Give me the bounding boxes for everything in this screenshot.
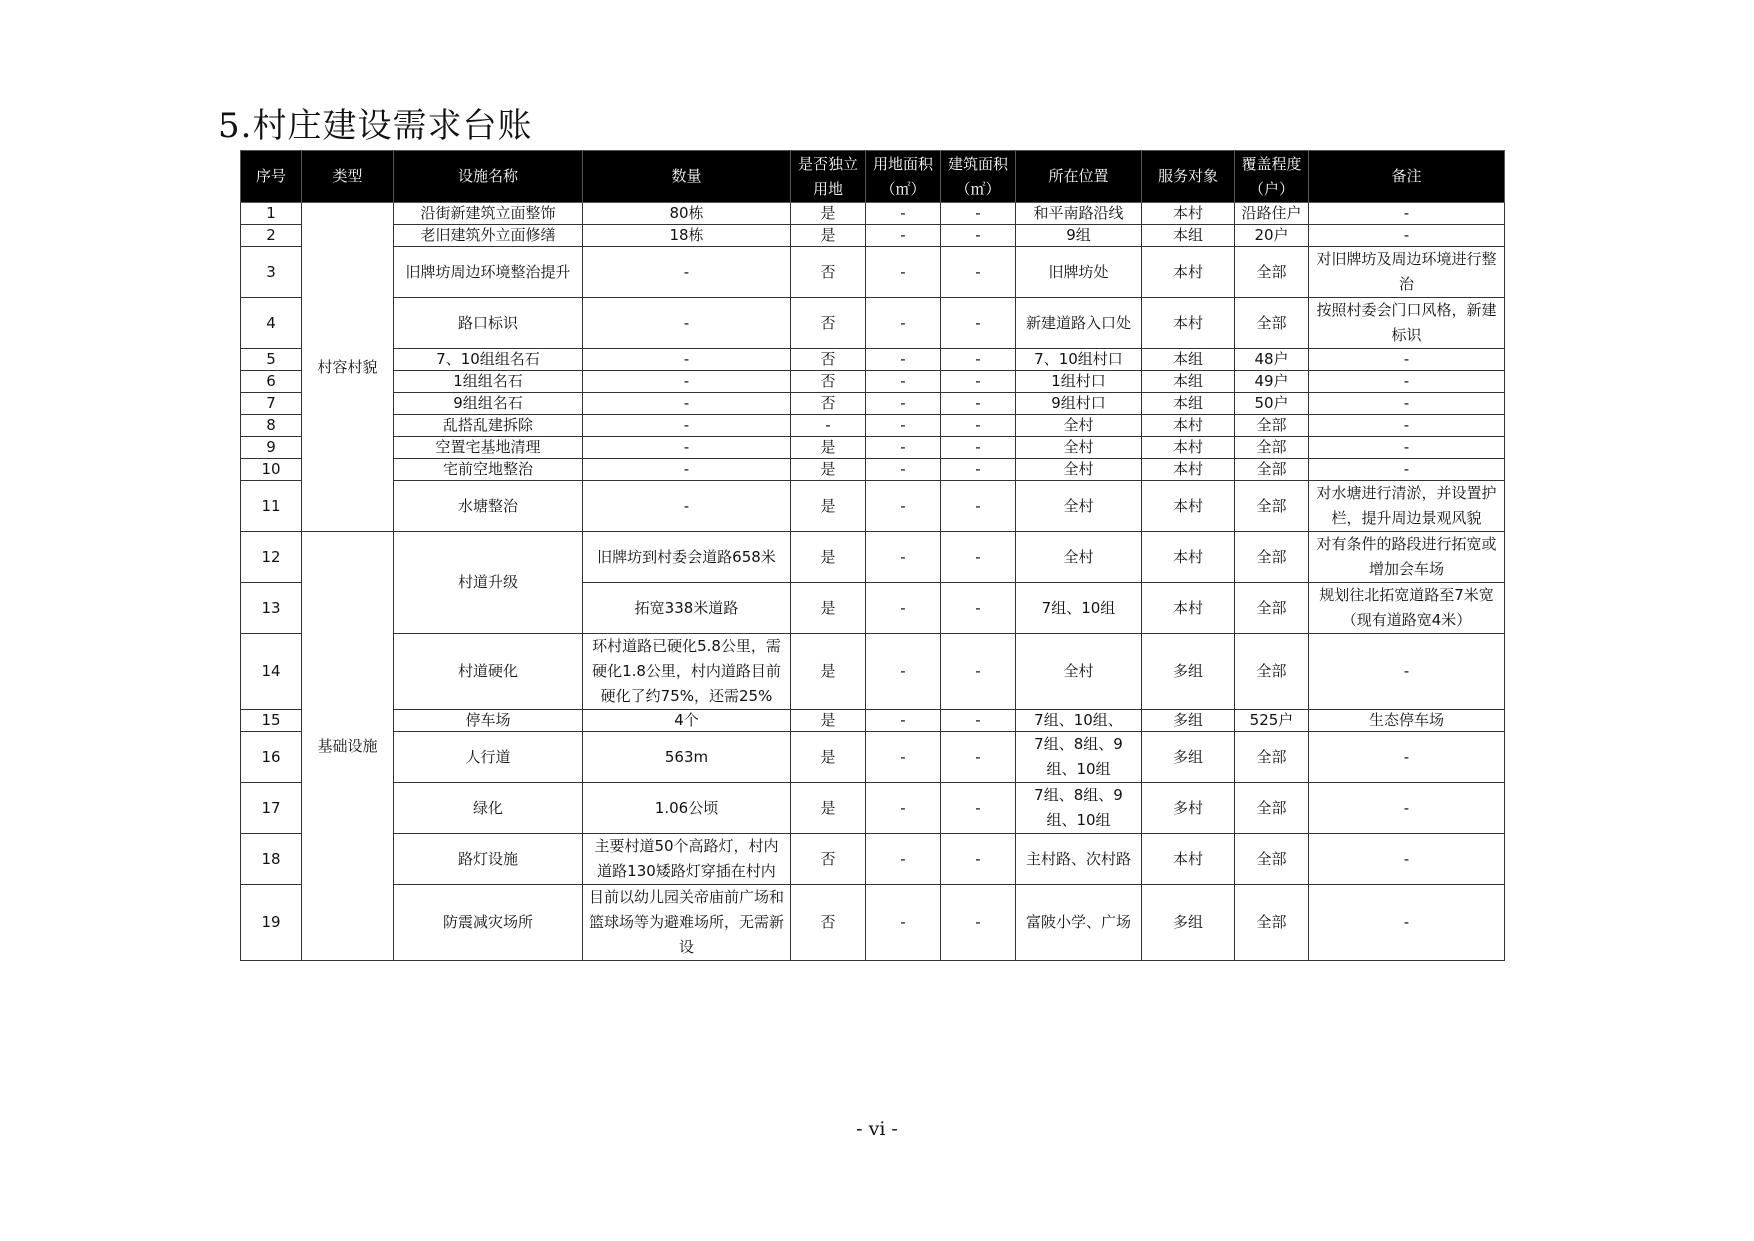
- cell-land-area: -: [866, 634, 941, 710]
- cell-qty: 拓宽338米道路: [583, 583, 791, 634]
- cell-name: 老旧建筑外立面修缮: [394, 225, 583, 247]
- cell-coverage: 全部: [1235, 437, 1309, 459]
- cell-location: 9组: [1016, 225, 1142, 247]
- cell-independent: 是: [791, 783, 866, 834]
- cell-land-area: -: [866, 415, 941, 437]
- cell-qty: 旧牌坊到村委会道路658米: [583, 532, 791, 583]
- cell-qty: -: [583, 371, 791, 393]
- cell-independent: 是: [791, 634, 866, 710]
- cell-name: 停车场: [394, 710, 583, 732]
- cell-service: 本村: [1142, 481, 1235, 532]
- cell-land-area: -: [866, 393, 941, 415]
- page-number: - vi -: [856, 1118, 898, 1140]
- cell-coverage: 全部: [1235, 459, 1309, 481]
- cell-coverage: 525户: [1235, 710, 1309, 732]
- cell-no: 17: [241, 783, 302, 834]
- table-row: [241, 634, 1505, 710]
- cell-build-area: -: [941, 634, 1016, 710]
- cell-note: -: [1309, 834, 1505, 885]
- cell-land-area: -: [866, 783, 941, 834]
- cell-independent: 是: [791, 532, 866, 583]
- cell-name: 水塘整治: [394, 481, 583, 532]
- cell-service: 本村: [1142, 415, 1235, 437]
- header-note: 备注: [1309, 151, 1505, 203]
- cell-note: -: [1309, 459, 1505, 481]
- cell-coverage: 50户: [1235, 393, 1309, 415]
- cell-no: 6: [241, 371, 302, 393]
- cell-no: 7: [241, 393, 302, 415]
- cell-independent: 是: [791, 583, 866, 634]
- cell-no: 10: [241, 459, 302, 481]
- cell-build-area: -: [941, 532, 1016, 583]
- table-header-row: [241, 151, 1505, 203]
- cell-coverage: 全部: [1235, 583, 1309, 634]
- cell-name: 村道硬化: [394, 634, 583, 710]
- cell-location: 新建道路入口处: [1016, 298, 1142, 349]
- cell-location: 7、10组村口: [1016, 349, 1142, 371]
- cell-note: -: [1309, 437, 1505, 459]
- cell-no: 11: [241, 481, 302, 532]
- cell-no: 8: [241, 415, 302, 437]
- cell-build-area: -: [941, 710, 1016, 732]
- cell-build-area: -: [941, 415, 1016, 437]
- cell-name: 沿街新建筑立面整饰: [394, 203, 583, 225]
- header-service: 服务对象: [1142, 151, 1235, 203]
- table-row: [241, 203, 1505, 225]
- cell-qty: 环村道路已硬化5.8公里，需硬化1.8公里，村内道路目前硬化了约75%，还需25%: [583, 634, 791, 710]
- cell-build-area: -: [941, 298, 1016, 349]
- cell-location: 全村: [1016, 459, 1142, 481]
- cell-no: 12: [241, 532, 302, 583]
- cell-land-area: -: [866, 710, 941, 732]
- demand-ledger-table: [240, 150, 1505, 961]
- cell-service: 本村: [1142, 247, 1235, 298]
- cell-qty: -: [583, 298, 791, 349]
- cell-no: 13: [241, 583, 302, 634]
- cell-type-group: 基础设施: [302, 532, 394, 961]
- cell-service: 本村: [1142, 298, 1235, 349]
- cell-build-area: -: [941, 783, 1016, 834]
- table-row: [241, 298, 1505, 349]
- cell-independent: -: [791, 415, 866, 437]
- cell-land-area: -: [866, 371, 941, 393]
- cell-coverage: 全部: [1235, 298, 1309, 349]
- cell-note: 规划往北拓宽道路至7米宽（现有道路宽4米）: [1309, 583, 1505, 634]
- cell-service: 多组: [1142, 710, 1235, 732]
- cell-name: 1组组名石: [394, 371, 583, 393]
- cell-build-area: -: [941, 437, 1016, 459]
- cell-note: -: [1309, 349, 1505, 371]
- cell-land-area: -: [866, 732, 941, 783]
- cell-location: 富陂小学、广场: [1016, 885, 1142, 961]
- cell-service: 本村: [1142, 203, 1235, 225]
- cell-independent: 是: [791, 437, 866, 459]
- cell-name: 防震减灾场所: [394, 885, 583, 961]
- cell-location: 全村: [1016, 532, 1142, 583]
- cell-qty: 80栋: [583, 203, 791, 225]
- cell-build-area: -: [941, 732, 1016, 783]
- cell-qty: 主要村道50个高路灯，村内道路130矮路灯穿插在村内: [583, 834, 791, 885]
- cell-independent: 否: [791, 393, 866, 415]
- cell-no: 5: [241, 349, 302, 371]
- cell-independent: 否: [791, 834, 866, 885]
- cell-location: 7组、10组、: [1016, 710, 1142, 732]
- table-row: [241, 783, 1505, 834]
- header-qty: 数量: [583, 151, 791, 203]
- cell-no: 19: [241, 885, 302, 961]
- cell-land-area: -: [866, 203, 941, 225]
- table-row: [241, 225, 1505, 247]
- table-row: [241, 349, 1505, 371]
- cell-land-area: -: [866, 459, 941, 481]
- cell-name: 旧牌坊周边环境整治提升: [394, 247, 583, 298]
- cell-land-area: -: [866, 532, 941, 583]
- cell-location: 7组、8组、9组、10组: [1016, 732, 1142, 783]
- cell-location: 主村路、次村路: [1016, 834, 1142, 885]
- header-name: 设施名称: [394, 151, 583, 203]
- cell-no: 4: [241, 298, 302, 349]
- cell-location: 全村: [1016, 634, 1142, 710]
- table-row: [241, 885, 1505, 961]
- cell-note: -: [1309, 783, 1505, 834]
- cell-note: 生态停车场: [1309, 710, 1505, 732]
- cell-land-area: -: [866, 583, 941, 634]
- cell-service: 多组: [1142, 732, 1235, 783]
- cell-build-area: -: [941, 459, 1016, 481]
- cell-note: 按照村委会门口风格，新建标识: [1309, 298, 1505, 349]
- cell-coverage: 全部: [1235, 247, 1309, 298]
- cell-independent: 是: [791, 481, 866, 532]
- cell-name: 路灯设施: [394, 834, 583, 885]
- cell-independent: 是: [791, 459, 866, 481]
- cell-independent: 是: [791, 203, 866, 225]
- table-row: [241, 710, 1505, 732]
- cell-name: 绿化: [394, 783, 583, 834]
- cell-coverage: 全部: [1235, 783, 1309, 834]
- cell-coverage: 全部: [1235, 415, 1309, 437]
- cell-land-area: -: [866, 437, 941, 459]
- cell-service: 多组: [1142, 634, 1235, 710]
- cell-independent: 否: [791, 371, 866, 393]
- cell-no: 9: [241, 437, 302, 459]
- cell-name: 乱搭乱建拆除: [394, 415, 583, 437]
- cell-note: 对水塘进行清淤，并设置护栏，提升周边景观风貌: [1309, 481, 1505, 532]
- cell-qty: 18栋: [583, 225, 791, 247]
- header-independent: 是否独立用地: [791, 151, 866, 203]
- cell-location: 全村: [1016, 437, 1142, 459]
- cell-build-area: -: [941, 349, 1016, 371]
- cell-build-area: -: [941, 371, 1016, 393]
- header-location: 所在位置: [1016, 151, 1142, 203]
- cell-qty: -: [583, 481, 791, 532]
- cell-location: 9组村口: [1016, 393, 1142, 415]
- header-build-area: 建筑面积（㎡）: [941, 151, 1016, 203]
- cell-land-area: -: [866, 885, 941, 961]
- cell-independent: 否: [791, 247, 866, 298]
- cell-location: 和平南路沿线: [1016, 203, 1142, 225]
- header-coverage: 覆盖程度（户）: [1235, 151, 1309, 203]
- cell-land-area: -: [866, 349, 941, 371]
- cell-name: 9组组名石: [394, 393, 583, 415]
- table-row: [241, 393, 1505, 415]
- cell-no: 15: [241, 710, 302, 732]
- cell-qty: 1.06公顷: [583, 783, 791, 834]
- cell-name: 空置宅基地清理: [394, 437, 583, 459]
- cell-location: 7组、8组、9组、10组: [1016, 783, 1142, 834]
- cell-service: 本组: [1142, 371, 1235, 393]
- cell-note: -: [1309, 225, 1505, 247]
- cell-service: 本村: [1142, 459, 1235, 481]
- cell-coverage: 全部: [1235, 885, 1309, 961]
- cell-build-area: -: [941, 393, 1016, 415]
- cell-coverage: 48户: [1235, 349, 1309, 371]
- cell-build-area: -: [941, 583, 1016, 634]
- cell-note: 对有条件的路段进行拓宽或增加会车场: [1309, 532, 1505, 583]
- cell-independent: 是: [791, 225, 866, 247]
- table-row: [241, 834, 1505, 885]
- cell-qty: -: [583, 393, 791, 415]
- cell-qty: -: [583, 459, 791, 481]
- cell-independent: 否: [791, 298, 866, 349]
- cell-no: 14: [241, 634, 302, 710]
- cell-independent: 否: [791, 349, 866, 371]
- cell-build-area: -: [941, 247, 1016, 298]
- table-row: [241, 371, 1505, 393]
- cell-service: 本村: [1142, 834, 1235, 885]
- table-row: [241, 481, 1505, 532]
- header-land-area: 用地面积（㎡）: [866, 151, 941, 203]
- cell-note: 对旧牌坊及周边环境进行整治: [1309, 247, 1505, 298]
- cell-no: 18: [241, 834, 302, 885]
- cell-qty: -: [583, 437, 791, 459]
- cell-note: -: [1309, 393, 1505, 415]
- cell-qty: -: [583, 349, 791, 371]
- cell-land-area: -: [866, 298, 941, 349]
- cell-service: 本村: [1142, 583, 1235, 634]
- cell-service: 本村: [1142, 532, 1235, 583]
- cell-note: -: [1309, 415, 1505, 437]
- cell-build-area: -: [941, 481, 1016, 532]
- cell-build-area: -: [941, 225, 1016, 247]
- cell-service: 本组: [1142, 349, 1235, 371]
- page-title: 5.村庄建设需求台账: [218, 106, 533, 146]
- cell-no: 2: [241, 225, 302, 247]
- cell-independent: 是: [791, 732, 866, 783]
- cell-location: 旧牌坊处: [1016, 247, 1142, 298]
- cell-service: 本村: [1142, 437, 1235, 459]
- cell-build-area: -: [941, 834, 1016, 885]
- cell-independent: 否: [791, 885, 866, 961]
- cell-service: 多村: [1142, 783, 1235, 834]
- cell-coverage: 全部: [1235, 634, 1309, 710]
- cell-qty: -: [583, 247, 791, 298]
- cell-land-area: -: [866, 481, 941, 532]
- table-row: [241, 732, 1505, 783]
- cell-land-area: -: [866, 834, 941, 885]
- cell-name: 村道升级: [394, 532, 583, 634]
- cell-coverage: 沿路住户: [1235, 203, 1309, 225]
- cell-service: 本组: [1142, 393, 1235, 415]
- cell-land-area: -: [866, 247, 941, 298]
- cell-coverage: 全部: [1235, 732, 1309, 783]
- cell-type-group: 村容村貌: [302, 203, 394, 532]
- cell-name: 宅前空地整治: [394, 459, 583, 481]
- cell-location: 7组、10组: [1016, 583, 1142, 634]
- cell-service: 多组: [1142, 885, 1235, 961]
- table-row: [241, 437, 1505, 459]
- table-row: [241, 415, 1505, 437]
- table-row: [241, 459, 1505, 481]
- cell-no: 1: [241, 203, 302, 225]
- cell-coverage: 全部: [1235, 834, 1309, 885]
- cell-coverage: 全部: [1235, 532, 1309, 583]
- cell-location: 1组村口: [1016, 371, 1142, 393]
- cell-note: -: [1309, 732, 1505, 783]
- cell-qty: 4个: [583, 710, 791, 732]
- table-row: [241, 247, 1505, 298]
- cell-build-area: -: [941, 885, 1016, 961]
- cell-coverage: 20户: [1235, 225, 1309, 247]
- cell-coverage: 全部: [1235, 481, 1309, 532]
- cell-note: -: [1309, 634, 1505, 710]
- cell-note: -: [1309, 371, 1505, 393]
- cell-name: 人行道: [394, 732, 583, 783]
- cell-coverage: 49户: [1235, 371, 1309, 393]
- table-row: [241, 532, 1505, 583]
- header-type: 类型: [302, 151, 394, 203]
- cell-build-area: -: [941, 203, 1016, 225]
- cell-service: 本组: [1142, 225, 1235, 247]
- cell-no: 3: [241, 247, 302, 298]
- header-no: 序号: [241, 151, 302, 203]
- cell-qty: -: [583, 415, 791, 437]
- cell-qty: 563m: [583, 732, 791, 783]
- cell-note: -: [1309, 885, 1505, 961]
- cell-location: 全村: [1016, 481, 1142, 532]
- cell-qty: 目前以幼儿园关帝庙前广场和篮球场等为避难场所，无需新设: [583, 885, 791, 961]
- cell-note: -: [1309, 203, 1505, 225]
- cell-independent: 是: [791, 710, 866, 732]
- cell-name: 7、10组组名石: [394, 349, 583, 371]
- cell-land-area: -: [866, 225, 941, 247]
- cell-location: 全村: [1016, 415, 1142, 437]
- cell-no: 16: [241, 732, 302, 783]
- cell-name: 路口标识: [394, 298, 583, 349]
